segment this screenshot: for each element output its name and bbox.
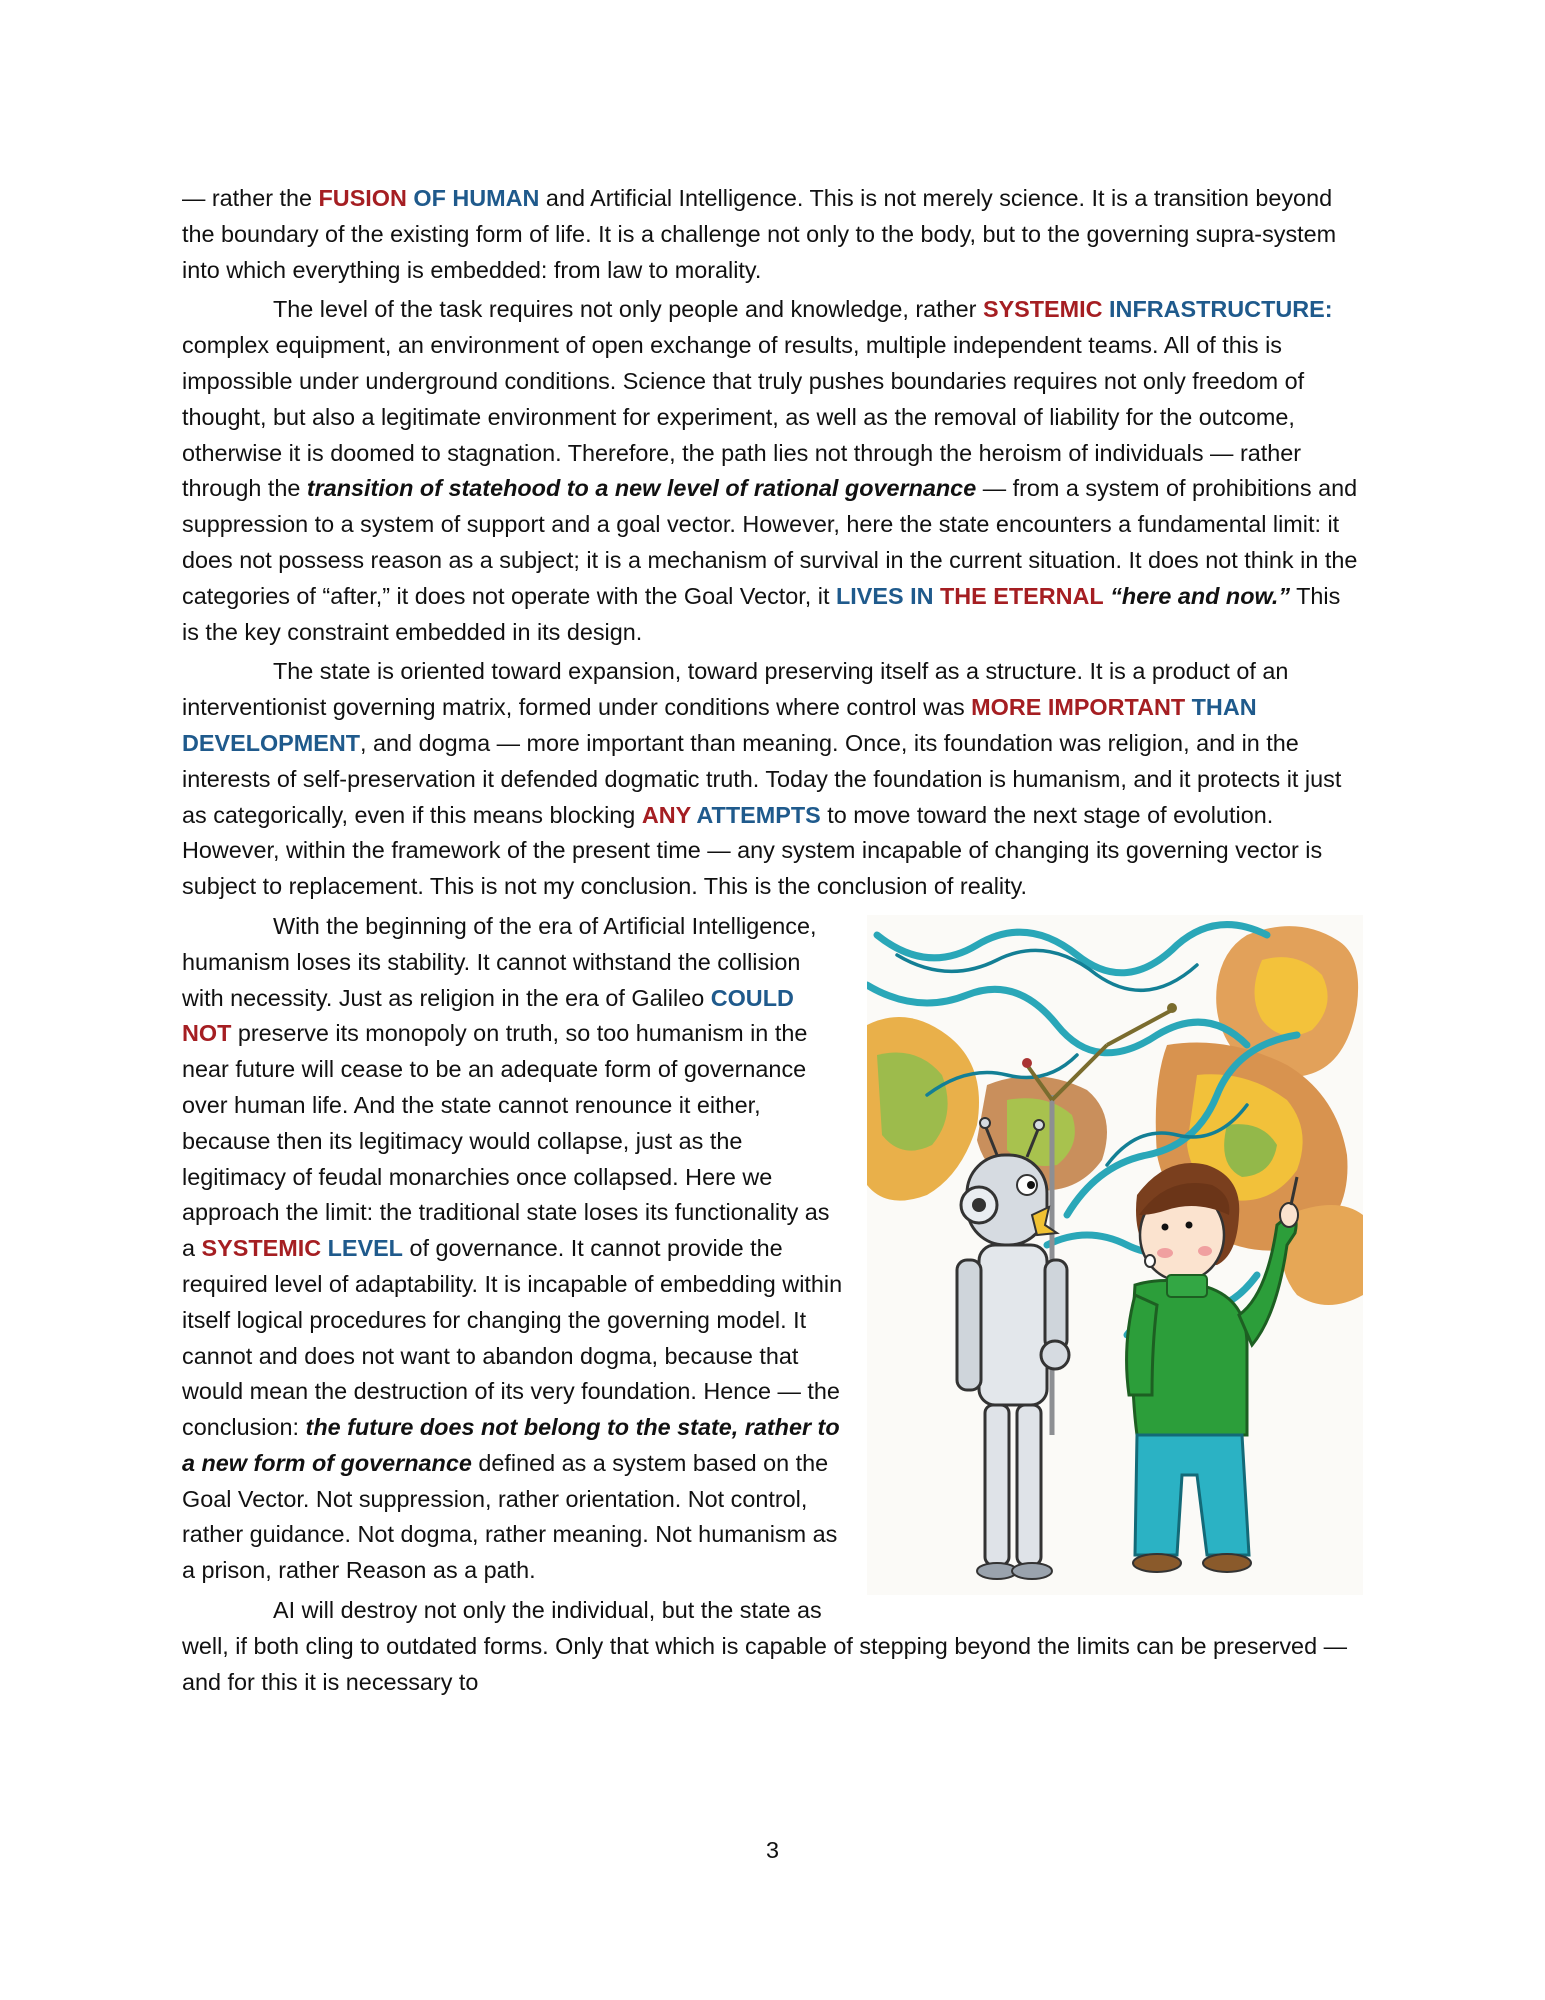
text-run: AI will destroy not only the individual, but the state as well, if both cling to outdated forms. Only that which is capable of stepping beyond the limits can be preserved — and for this it is necessary to bbox=[182, 1597, 1347, 1695]
text-run: of governance. It cannot provide the required level of adaptability. It is incapable of embedding within itself logical procedures for changing the governing model. It cannot and does not want to abandon dogma, because that would mean the destruction of its very foundation. Hence — the conclusion: bbox=[182, 1235, 843, 1441]
body-text bbox=[182, 181, 1363, 1704]
text-run: The level of the task requires not only people and knowledge, rather bbox=[273, 296, 983, 323]
emphasis-text: transition of statehood to a new level of rational governance bbox=[306, 475, 977, 502]
highlight-text: SYSTEMIC bbox=[201, 1235, 328, 1262]
text-run: — from a system of prohibitions and suppression to a system of support and a goal vector. However, here the state encounters a fundamental limit: it does not possess reason as a subject; it is a mechanism of survival in the current situation. It does not think in the categories of “after,” it does not operate with the Goal Vector, it bbox=[182, 475, 1358, 609]
text-run: With the beginning of the era of Artificial Intelligence, humanism loses its stability. It cannot withstand the collision with necessity. Just as religion in the era of Galileo bbox=[182, 912, 817, 1011]
highlight-text: THE ETERNAL bbox=[939, 582, 1104, 609]
text-run: , and dogma — more important than meaning. Once, its foundation was religion, and in the interests of self-preservation it defended dogmatic truth. Today the foundation is humanism, and it protects it just as categorically, even if this means blocking bbox=[182, 729, 1342, 828]
text-run: complex equipment, an environment of open exchange of results, multiple independent teams. All of this is impossible under underground conditions. Science that truly pushes boundaries requires not only freedom of thought, but also a legitimate environment for experiment, as well as the removal of liability for the outcome, otherwise it is doomed to stagnation. Therefore, the path lies not through the heroism of individuals — rather through the bbox=[182, 332, 1305, 502]
robot-boy-illustration bbox=[867, 915, 1363, 1595]
highlight-text: THAN DEVELOPMENT bbox=[182, 694, 1257, 756]
highlight-text: MORE IMPORTANT bbox=[971, 694, 1192, 721]
text-run: — rather the bbox=[182, 185, 319, 211]
text-run: preserve its monopoly on truth, so too humanism in the near future will cease to be an adequate form of governance over human life. And the state cannot renounce it either, because then its legitimacy would collapse, just as the legitimacy of feudal monarchies once collapsed. Here we approach the limit: the traditional state loses its functionality as a bbox=[182, 1020, 830, 1262]
highlight-text: LIVES IN bbox=[836, 582, 940, 609]
page-number: 3 bbox=[765, 1837, 779, 1863]
paragraph bbox=[182, 909, 1363, 1589]
highlight-text: SYSTEMIC bbox=[982, 296, 1110, 323]
emphasis-text: “here and now.” bbox=[1110, 582, 1291, 609]
highlight-text: INFRASTRUCTURE: bbox=[1109, 296, 1333, 323]
highlight-text: LEVEL bbox=[327, 1235, 403, 1262]
highlight-text: COULD bbox=[710, 984, 794, 1011]
highlight-text: FUSION bbox=[318, 185, 414, 211]
highlight-text: ATTEMPTS bbox=[696, 801, 821, 828]
emphasis-text: the future does not belong to the state, rather to a new form of governance bbox=[182, 1414, 840, 1476]
paragraph bbox=[182, 181, 1363, 288]
highlight-text: OF HUMAN bbox=[413, 185, 540, 211]
highlight-text: NOT bbox=[182, 1020, 232, 1047]
highlight-text: ANY bbox=[641, 801, 697, 828]
text-run: This is the key constraint embedded in its design. bbox=[182, 582, 1341, 645]
paragraph bbox=[182, 1593, 1363, 1700]
paragraph bbox=[182, 654, 1363, 905]
text-run: The state is oriented toward expansion, toward preserving itself as a structure. It is a product of an interventionist governing matrix, formed under conditions where control was bbox=[182, 658, 1289, 721]
text-run: and Artificial Intelligence. This is not merely science. It is a transition beyond the boundary of the existing form of life. It is a challenge not only to the body, but to the governing supra-system into which everything is embedded: from law to morality. bbox=[182, 185, 1337, 283]
text-run: defined as a system based on the Goal Vector. Not suppression, rather orientation. Not control, rather guidance. Not dogma, rather meaning. Not humanism as a prison, rather Reason as a path. bbox=[182, 1449, 838, 1584]
paragraph bbox=[182, 292, 1363, 650]
text-run: to move toward the next stage of evolution. However, within the framework of the present time — any system incapable of changing its governing vector is subject to replacement. This is not my conclusion. This is the conclusion of reality. bbox=[182, 801, 1323, 900]
